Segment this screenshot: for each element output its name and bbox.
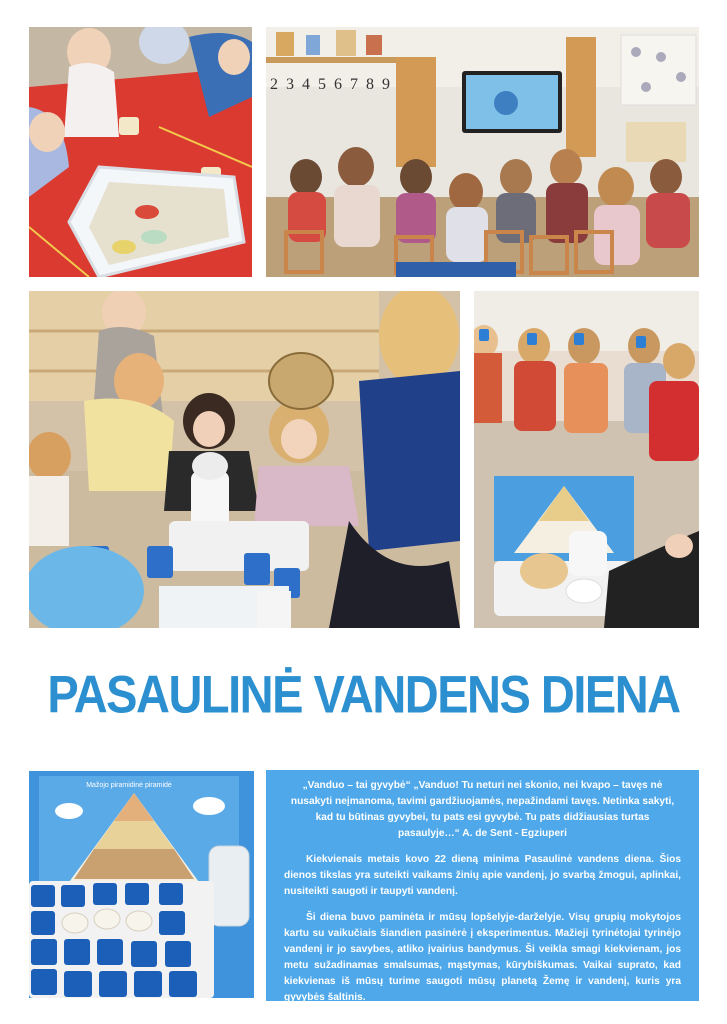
wall-number: 9 — [382, 76, 390, 93]
wall-number: 8 — [366, 76, 374, 93]
wall-number: 7 — [350, 76, 358, 93]
article-paragraph: Ši diena buvo paminėta ir mūsų lopšelyje-darželyje. Visų grupių mokytojos kartu su vaikučiais šiandien pasinėrė į eksperimentus. Mažieji tyrinėtojai tyrinėjo vandenį ir jo savybes, atliko įvairius bandymus. Ši veikla smagi kiekvienam, jos metu sužadinamas smalsumas, mąstymas, kūrybiškumas. Vaikai suprato, kad kiekvienas iš mūsų turime saugoti mūsų planetą Žemę ir vandenį, kuris yra gyvybės šaltinis. — [284, 912, 681, 1001]
photo-food-pyramid-cups — [29, 771, 254, 998]
wall-number: 6 — [334, 76, 342, 93]
wall-number: 4 — [302, 76, 310, 93]
article-quote: „Vanduo – tai gyvybė“ „Vanduo! Tu neturi nei skonio, nei kvapo – tavęs nė nusakyti neįmanoma, tavimi gardžiuojamės, nepažindami tavęs. Netinka sakyti, kad tu būtinas gyvybei, tu pats esi gyvybė. Tu pats didžiausias turtas pasaulyje…“ A. de Sent - Egziuperi — [290, 780, 675, 839]
wall-number: 2 — [270, 76, 278, 93]
article-title: PASAULINĖ VANDENS DIENA — [47, 664, 680, 724]
photo-teacher-experiment — [29, 291, 460, 628]
photo-classroom-tv — [266, 27, 699, 277]
poster-title: Mažojo piramidinė piramidė — [86, 782, 172, 789]
photo-children-drinking — [474, 291, 699, 628]
photo-water-tub — [29, 27, 252, 277]
article-paragraph: Kiekvienais metais kovo 22 dieną minima Pasaulinė vandens diena. Šios dienos tikslas yra suteikti vaikams žinių apie vandenį, jo svarbą žmogui, aplinkai, nusiteikti saugoti ir taupyti vandenį. — [284, 854, 681, 897]
article-text-box — [266, 770, 699, 1001]
wall-number: 5 — [318, 76, 326, 93]
wall-number: 3 — [286, 76, 294, 93]
